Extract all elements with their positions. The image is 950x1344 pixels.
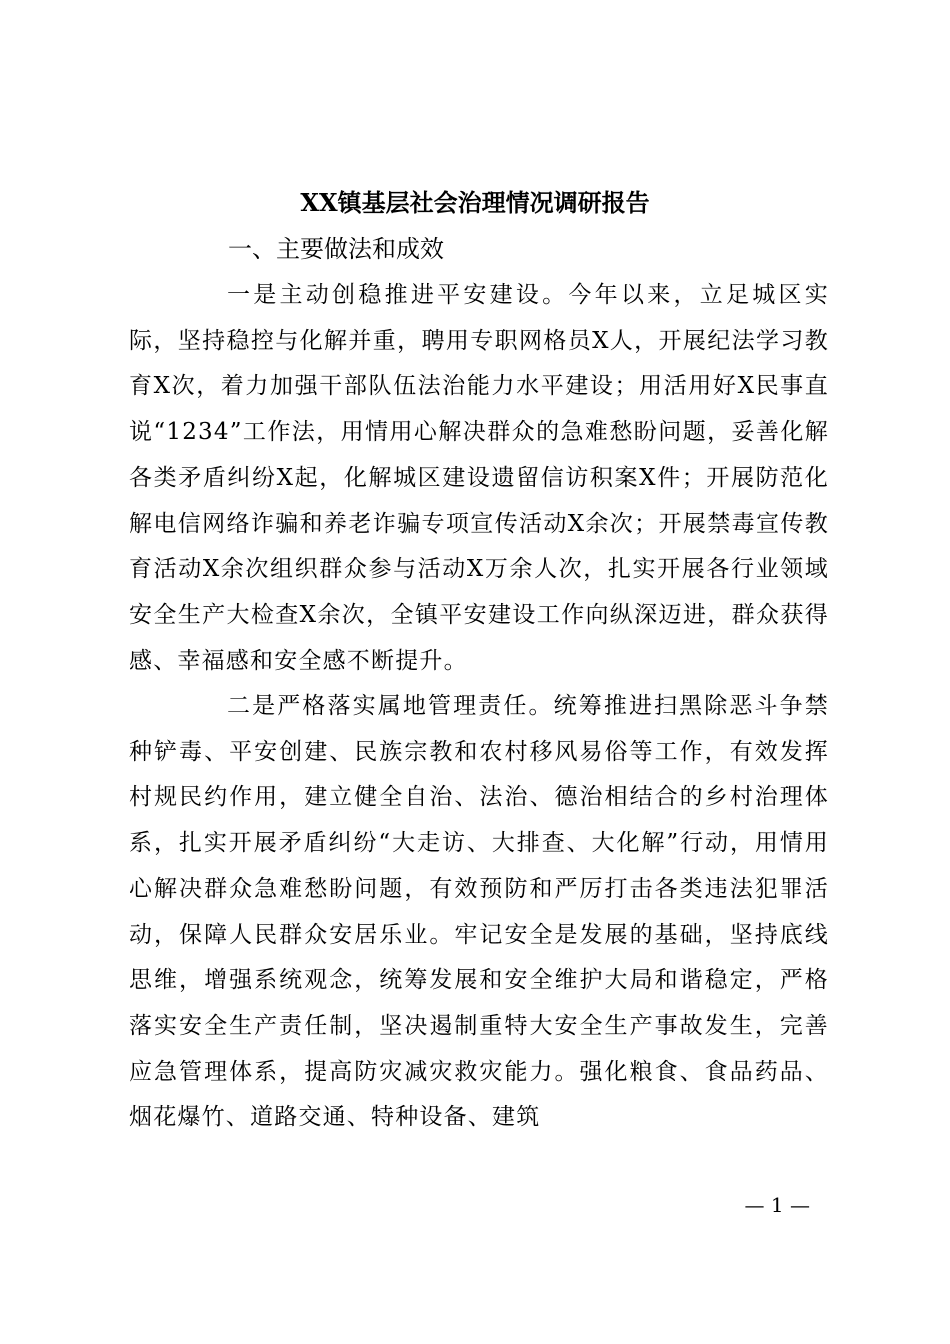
section-heading: 一、主要做法和成效 xyxy=(228,235,444,263)
page-number: — 1 — xyxy=(744,1193,810,1217)
body-paragraph: 二是严格落实属地管理责任。统筹推进扫黑除恶斗争禁种铲毒、平安创建、民族宗教和农村移风易俗等工作，有效发挥村规民约作用，建立健全自治、法治、德治相结合的乡村治理体系，扎实开展矛盾纠纷“大走访、大排查、大化解”行动，用情用心解决群众急难愁盼问题，有效预防和严厉打击各类违法犯罪活动，保障人民群众安居乐业。牢记安全是发展的基础，坚持底线思维，增强系统观念，统筹发展和安全维护大局和谐稳定，严格落实安全生产责任制，坚决遏制重特大安全生产事故发生，完善应急管理体系，提高防灾减灾救灾能力。强化粮食、食品药品、烟花爆竹、道路交通、特种设备、建筑 xyxy=(129,693,829,1131)
body-paragraph: 一是主动创稳推进平安建设。今年以来，立足城区实际，坚持稳控与化解并重，聘用专职网格员X人，开展纪法学习教育X次，着力加强干部队伍法治能力水平建设；用活用好X民事直说“1234”工作法，用情用心解决群众的急难愁盼问题，妥善化解各类矛盾纠纷X起，化解城区建设遗留信访积案X件；开展防范化解电信网络诈骗和养老诈骗专项宣传活动X余次；开展禁毒宣传教育活动X余次组织群众参与活动X万余人次，扎实开展各行业领域安全生产大检查X余次，全镇平安建设工作向纵深迈进，群众获得感、幸福感和安全感不断提升。 xyxy=(129,282,829,674)
document-title: XX镇基层社会治理情况调研报告 xyxy=(300,188,650,217)
